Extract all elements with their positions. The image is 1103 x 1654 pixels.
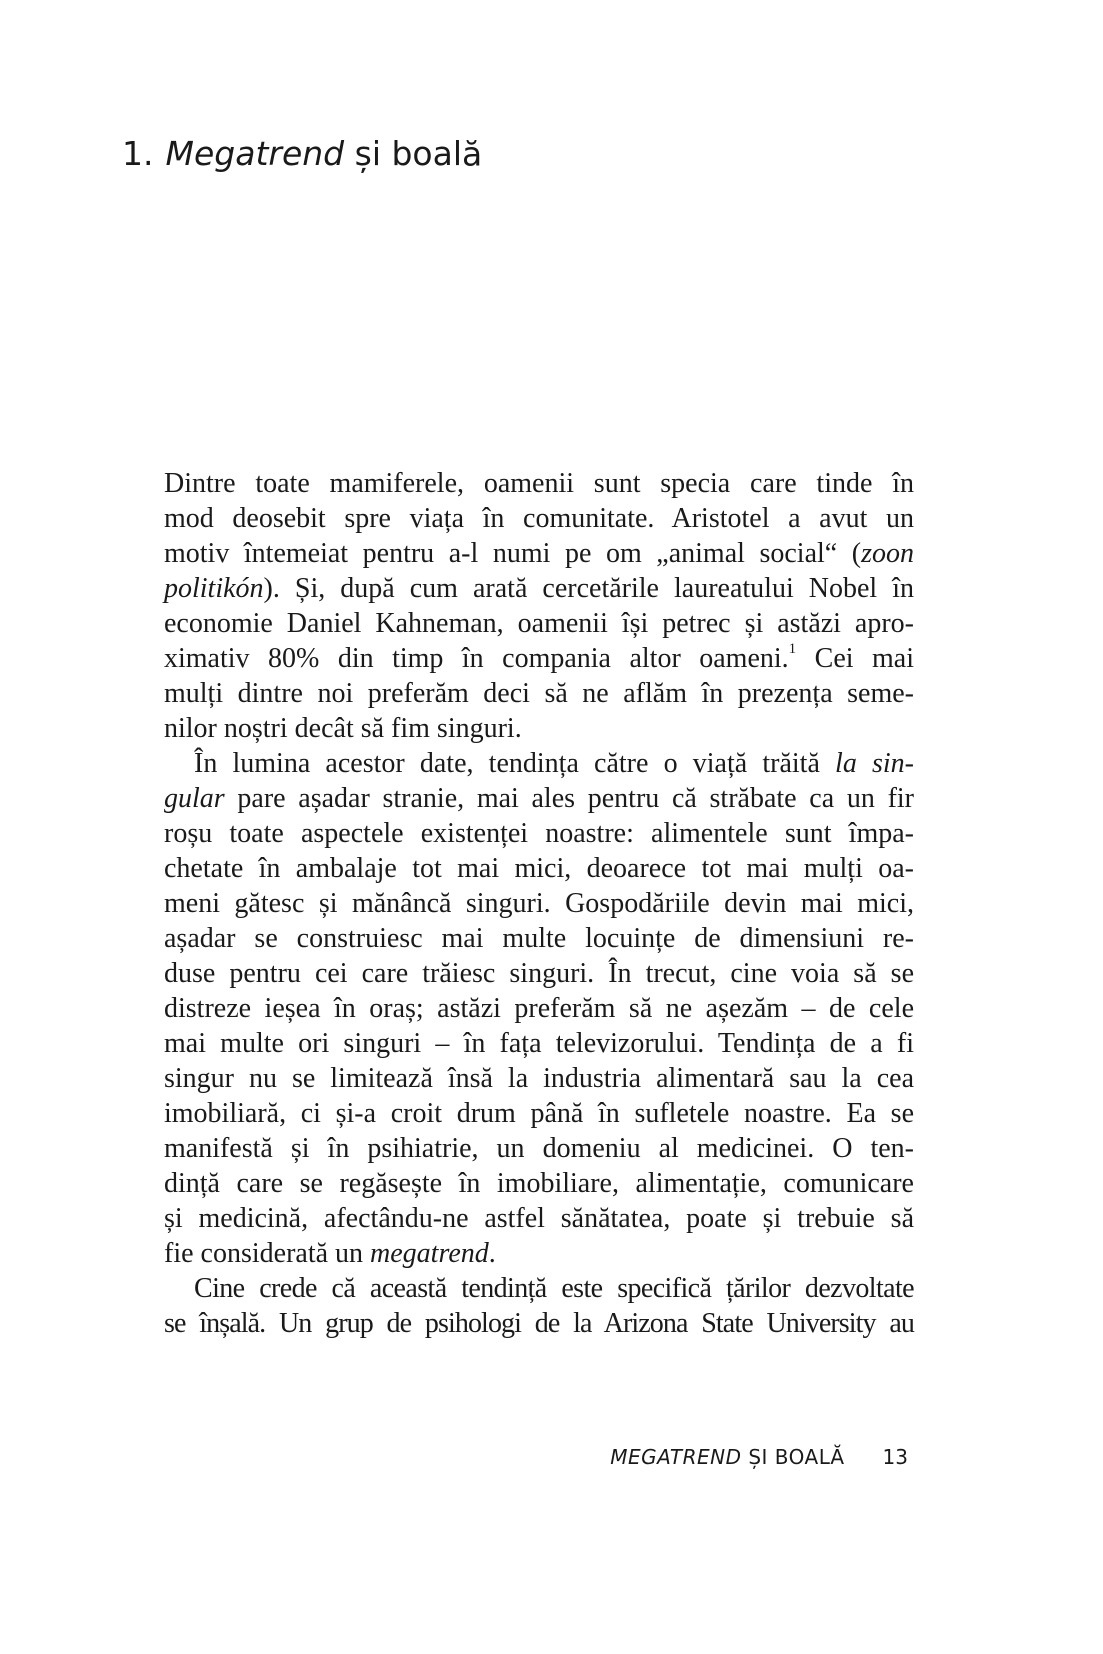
text-line: politikón). Și, după cum arată cercetările laureatului Nobel în bbox=[164, 573, 914, 604]
page-number: 13 bbox=[882, 1445, 908, 1469]
text-line: mulți dintre noi preferăm deci să ne aflăm în prezența seme- bbox=[164, 678, 914, 709]
text-line: manifestă și în psihiatrie, un domeniu al medicinei. O ten- bbox=[164, 1133, 914, 1164]
text-line: mod deosebit spre viața în comunitate. Aristotel a avut un bbox=[164, 503, 914, 534]
running-head-italic: MEGATREND bbox=[610, 1445, 742, 1469]
text-line: motiv întemeiat pentru a-l numi pe om „animal social“ (zoon bbox=[164, 538, 914, 569]
text-line: singur nu se limitează însă la industria alimentară sau la cea bbox=[164, 1063, 914, 1094]
text-line: Cine crede că această tendință este specifică țărilor dezvoltate bbox=[194, 1273, 914, 1304]
text-line: economie Daniel Kahneman, oamenii își petrec și astăzi apro- bbox=[164, 608, 914, 639]
paragraph bbox=[164, 466, 914, 746]
text-line: fie considerată un megatrend. bbox=[164, 1238, 496, 1269]
text-line: ximativ 80% din timp în compania altor oameni.$^1$ Cei mai bbox=[164, 641, 914, 674]
running-head-rest: ȘI BOALĂ bbox=[748, 1445, 845, 1469]
footnote-ref: 1 bbox=[788, 641, 797, 657]
chapter-title-rest: și boală bbox=[354, 134, 483, 173]
text-line: distreze ieșea în oraș; astăzi preferăm să ne așezăm – de cele bbox=[164, 993, 914, 1024]
text-line: mai multe ori singuri – în fața televizorului. Tendința de a fi bbox=[164, 1028, 914, 1059]
text-line: se înșală. Un grup de psihologi de la Arizona State University au bbox=[164, 1308, 914, 1339]
text-line: meni gătesc și mănâncă singuri. Gospodăriile devin mai mici, bbox=[164, 888, 914, 919]
paragraph bbox=[164, 746, 914, 1271]
text-line: Dintre toate mamiferele, oamenii sunt specia care tinde în bbox=[164, 468, 914, 499]
text-line: chetate în ambalaje tot mai mici, deoarece tot mai mulți oa- bbox=[164, 853, 914, 884]
text-line: așadar se construiesc mai multe locuințe de dimensiuni re- bbox=[164, 923, 914, 954]
chapter-heading bbox=[122, 132, 482, 176]
chapter-number: 1. bbox=[122, 134, 154, 173]
text-line: și medicină, afectându-ne astfel sănătatea, poate și trebuie să bbox=[164, 1203, 914, 1234]
text-line: nilor noștri decât să fim singuri. bbox=[164, 713, 522, 744]
text-line: imobiliară, ci și-a croit drum până în sufletele noastre. Ea se bbox=[164, 1098, 914, 1129]
text-line: dință care se regăsește în imobiliare, alimentație, comunicare bbox=[164, 1168, 914, 1199]
chapter-title-italic: Megatrend bbox=[165, 134, 345, 173]
paragraph bbox=[164, 1271, 914, 1341]
running-footer bbox=[610, 1444, 908, 1470]
text-line: gular pare așadar stranie, mai ales pentru că străbate ca un fir bbox=[164, 783, 914, 814]
text-line: roșu toate aspectele existenței noastre: alimentele sunt împa- bbox=[164, 818, 914, 849]
text-line: duse pentru cei care trăiesc singuri. În trecut, cine voia să se bbox=[164, 958, 914, 989]
body-text bbox=[164, 466, 914, 1341]
text-line: În lumina acestor date, tendința către o viață trăită la sin- bbox=[194, 748, 914, 779]
